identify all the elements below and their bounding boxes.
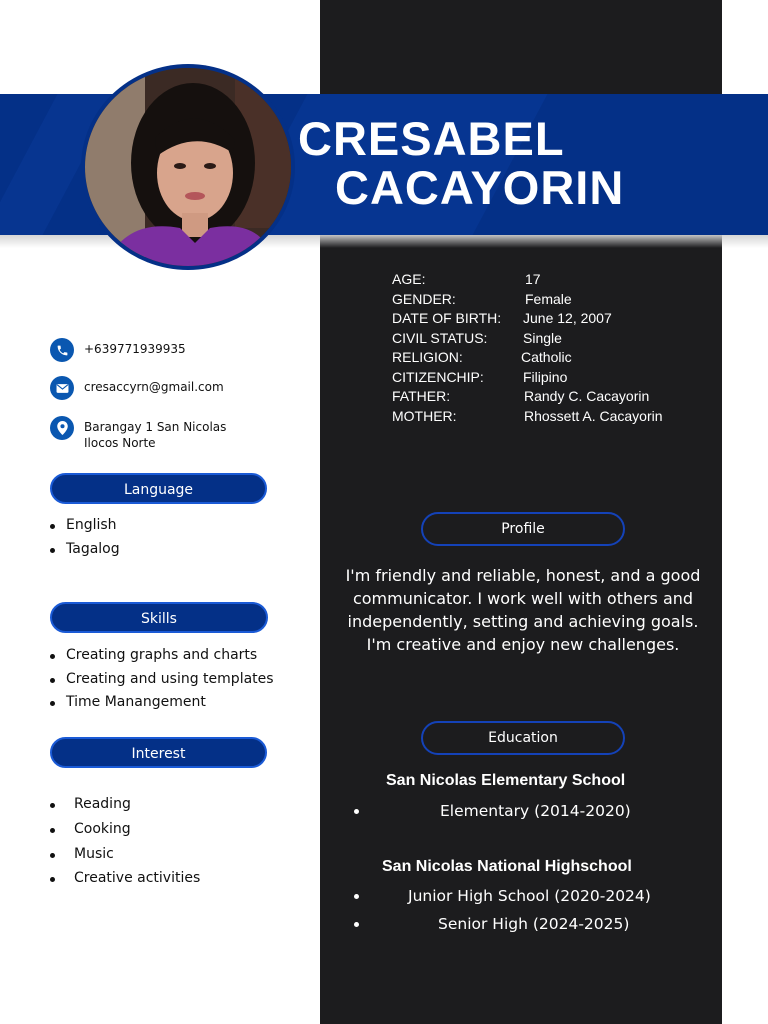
- detail-value: Female: [525, 290, 572, 307]
- list-item: Music: [50, 842, 200, 867]
- skills-heading: Skills: [50, 602, 268, 633]
- address-line-1: Barangay 1 San Nicolas: [84, 420, 227, 434]
- bullet-icon: [354, 922, 359, 927]
- detail-value: Filipino: [523, 368, 568, 385]
- school-name: San Nicolas Elementary School: [386, 772, 626, 789]
- list-item: Reading: [50, 792, 200, 817]
- education-heading: Education: [421, 721, 625, 755]
- list-item: Creating and using templates: [48, 668, 274, 692]
- detail-label: CITIZENCHIP:: [392, 368, 484, 385]
- interest-list: [50, 792, 200, 891]
- bullet-icon: [354, 894, 359, 899]
- detail-label: AGE:: [392, 271, 426, 287]
- mail-icon: [50, 376, 74, 400]
- detail-value: 17: [525, 271, 541, 287]
- education-level: Junior High School (2020-2024): [408, 887, 651, 905]
- list-item: Creating graphs and charts: [48, 644, 274, 668]
- phone-icon: [50, 338, 74, 362]
- school-name: San Nicolas National Highschool: [382, 858, 632, 875]
- detail-label: RELIGION:: [392, 349, 463, 365]
- detail-label: MOTHER:: [392, 407, 457, 424]
- portrait-illustration: [85, 68, 291, 266]
- skills-list: [48, 644, 274, 715]
- address-line-2: Ilocos Norte: [84, 436, 156, 450]
- list-item: English: [48, 514, 120, 538]
- location-pin-icon: [50, 416, 74, 440]
- phone-number: +639771939935: [84, 342, 186, 356]
- profile-text: I'm friendly and reliable, honest, and a good communicator. I work well with others and independently, setting and achieving goals. I'm creative and enjoy new challenges.: [345, 566, 701, 654]
- detail-value: June 12, 2007: [523, 310, 612, 326]
- profile-photo: [85, 68, 291, 266]
- detail-value: Randy C. Cacayorin: [524, 388, 650, 404]
- first-name: CRESABEL: [298, 112, 565, 165]
- detail-value: Single: [523, 329, 562, 346]
- education-level: Senior High (2024-2025): [438, 915, 630, 933]
- list-item: Creative activities: [50, 866, 200, 891]
- bullet-icon: [354, 809, 359, 814]
- language-list: [48, 514, 120, 561]
- detail-label: DATE OF BIRTH:: [392, 310, 502, 326]
- detail-value: Rhossett A. Cacayorin: [524, 407, 663, 424]
- detail-label: FATHER:: [392, 388, 451, 404]
- profile-heading: Profile: [421, 512, 625, 546]
- email-address: cresaccyrn@gmail.com: [84, 380, 224, 394]
- list-item: Time Manangement: [48, 691, 274, 715]
- interest-heading: Interest: [50, 737, 267, 768]
- detail-label: GENDER:: [392, 290, 456, 307]
- list-item: Cooking: [50, 817, 200, 842]
- last-name: CACAYORIN: [335, 161, 625, 214]
- detail-label: CIVIL STATUS:: [392, 329, 488, 346]
- detail-value: Catholic: [521, 349, 572, 365]
- list-item: Tagalog: [48, 538, 120, 562]
- education-level: Elementary (2014-2020): [440, 802, 631, 820]
- language-heading: Language: [50, 473, 267, 504]
